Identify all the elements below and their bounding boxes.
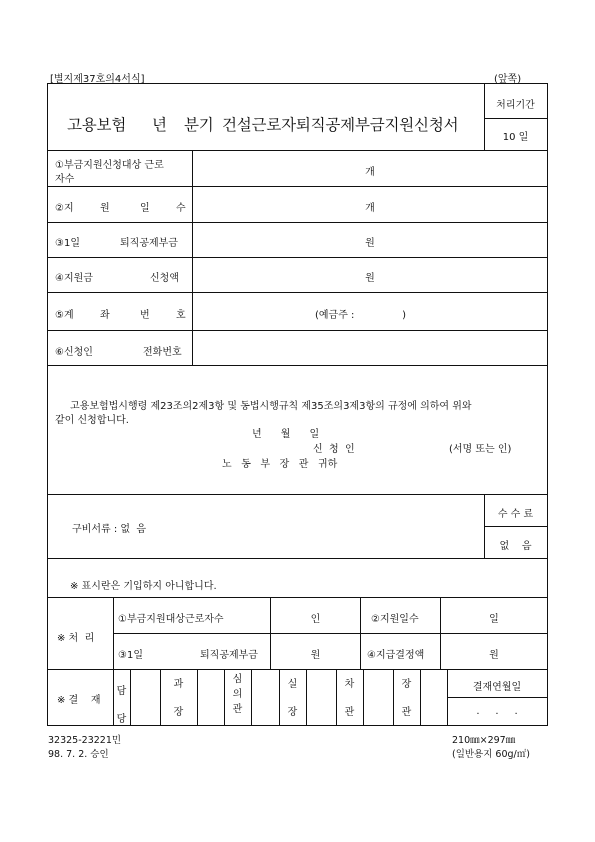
proc-days-label: ②지원일수 bbox=[371, 614, 419, 625]
required-documents: 구비서류 : 없 음 bbox=[72, 524, 147, 535]
support-days-field[interactable]: 개 bbox=[365, 203, 375, 214]
applicant-phone-field[interactable] bbox=[193, 343, 547, 355]
approval-role-minister: 장 관 bbox=[401, 679, 412, 718]
approval-role-section-chief: 과 장 bbox=[173, 679, 184, 718]
divider bbox=[48, 257, 547, 258]
divider bbox=[484, 526, 547, 527]
daily-premium-label-1: ③1일 bbox=[55, 238, 80, 249]
target-workers-label: ①부금지원신청대상 근로 bbox=[55, 160, 164, 171]
daily-premium-label-2: 퇴직공제부금 bbox=[120, 238, 178, 249]
divider bbox=[48, 222, 547, 223]
declaration-text: 고용보험법시행령 제23조의2제3항 및 동법시행규칙 제35조의3제3항의 규정에 의하여 위와 bbox=[70, 401, 472, 412]
approval-label: ※ 결 재 bbox=[57, 695, 101, 706]
proc-daily-premium-label-1: ③1일 bbox=[118, 650, 143, 661]
notice-text: ※ 표시란은 기입하지 아니합니다. bbox=[70, 581, 217, 592]
paper-size: 210㎜×297㎜ bbox=[452, 735, 516, 746]
daily-premium-field[interactable]: 원 bbox=[365, 238, 375, 249]
divider bbox=[48, 558, 547, 559]
approval-date-label: 결재연월일 bbox=[472, 682, 522, 693]
support-days-label-3: 일 bbox=[140, 203, 150, 214]
support-days-label-2: 원 bbox=[100, 203, 110, 214]
divider bbox=[113, 633, 547, 634]
divider bbox=[48, 186, 547, 187]
target-workers-label-cont: 자수 bbox=[55, 174, 75, 185]
account-label-4: 호 bbox=[176, 310, 186, 321]
subsidy-amount-field[interactable]: 원 bbox=[365, 273, 375, 284]
proc-days-field[interactable]: 일 bbox=[489, 614, 499, 625]
approval-role-director: 실 장 bbox=[287, 679, 298, 718]
target-workers-field[interactable]: 개 bbox=[365, 167, 375, 178]
divider bbox=[48, 150, 547, 151]
applicant-label: 신 청 인 bbox=[313, 444, 355, 455]
divider bbox=[447, 697, 547, 698]
form-title: 건설근로자퇴직공제부금지원신청서 bbox=[222, 116, 459, 134]
applicant-phone-label-2: 전화번호 bbox=[143, 347, 182, 358]
proc-daily-premium-field[interactable]: 원 bbox=[310, 650, 321, 661]
divider bbox=[48, 365, 547, 366]
approval-role-deliberation: 심 의 관 bbox=[232, 674, 243, 715]
approval-role-vice-minister: 차 관 bbox=[344, 679, 355, 718]
divider bbox=[484, 118, 547, 119]
proc-workers-label: ①부금지원대상근로자수 bbox=[118, 614, 224, 625]
proc-decision-field[interactable]: 원 bbox=[489, 650, 499, 661]
applicant-phone-label-1: ⑥신청인 bbox=[55, 347, 93, 358]
processing-period-value: 10 일 bbox=[502, 132, 529, 143]
divider bbox=[48, 292, 547, 293]
account-label-3: 번 bbox=[140, 310, 150, 321]
subsidy-amount-label-2: 신청액 bbox=[150, 273, 179, 284]
proc-workers-field[interactable]: 인 bbox=[310, 614, 321, 625]
processing-period-label: 처리기간 bbox=[496, 100, 535, 111]
account-label-2: 좌 bbox=[100, 310, 110, 321]
application-date[interactable]: 년 월 일 bbox=[252, 429, 320, 440]
divider bbox=[48, 494, 547, 495]
addressee: 노 동 부 장 관 귀하 bbox=[222, 459, 338, 470]
approval-note: 98. 7. 2. 승인 bbox=[48, 749, 109, 760]
support-days-label-1: ②지 bbox=[55, 203, 74, 214]
divider bbox=[197, 669, 198, 725]
fee-label: 수 수 료 bbox=[497, 509, 534, 520]
subsidy-amount-label-1: ④지원금 bbox=[55, 273, 93, 284]
signature-field[interactable]: (서명 또는 인) bbox=[449, 444, 512, 455]
proc-daily-premium-label-2: 퇴직공제부금 bbox=[200, 650, 258, 661]
form-number: [별지제37호의4서식] bbox=[50, 74, 145, 85]
divider bbox=[306, 669, 307, 725]
divider bbox=[48, 330, 547, 331]
form-title-prefix: 고용보험 bbox=[67, 116, 127, 134]
proc-decision-label: ④지급결정액 bbox=[367, 650, 425, 661]
account-field[interactable]: (예금주 : ) bbox=[315, 310, 407, 321]
paper-type: (일반용지 60g/㎡) bbox=[452, 749, 530, 760]
fee-value: 없 음 bbox=[499, 541, 532, 552]
account-label-1: ⑤계 bbox=[55, 310, 74, 321]
declaration-text-cont: 같이 신청합니다. bbox=[55, 415, 129, 426]
form-title-year: 년 bbox=[152, 116, 167, 134]
divider bbox=[251, 669, 252, 725]
form-title-quarter: 분기 bbox=[184, 116, 214, 134]
form-code: 32325-23221민 bbox=[48, 735, 122, 746]
processing-section-label: ※ 처 리 bbox=[57, 633, 95, 644]
approval-role-manager: 담 당 bbox=[116, 686, 127, 725]
side-indicator: (앞쪽) bbox=[494, 74, 522, 85]
divider bbox=[48, 597, 547, 598]
divider bbox=[48, 669, 547, 670]
divider bbox=[420, 669, 421, 725]
approval-date-field[interactable]: . . . bbox=[476, 706, 518, 717]
divider bbox=[363, 669, 364, 725]
support-days-label-4: 수 bbox=[176, 203, 186, 214]
divider bbox=[130, 669, 131, 725]
